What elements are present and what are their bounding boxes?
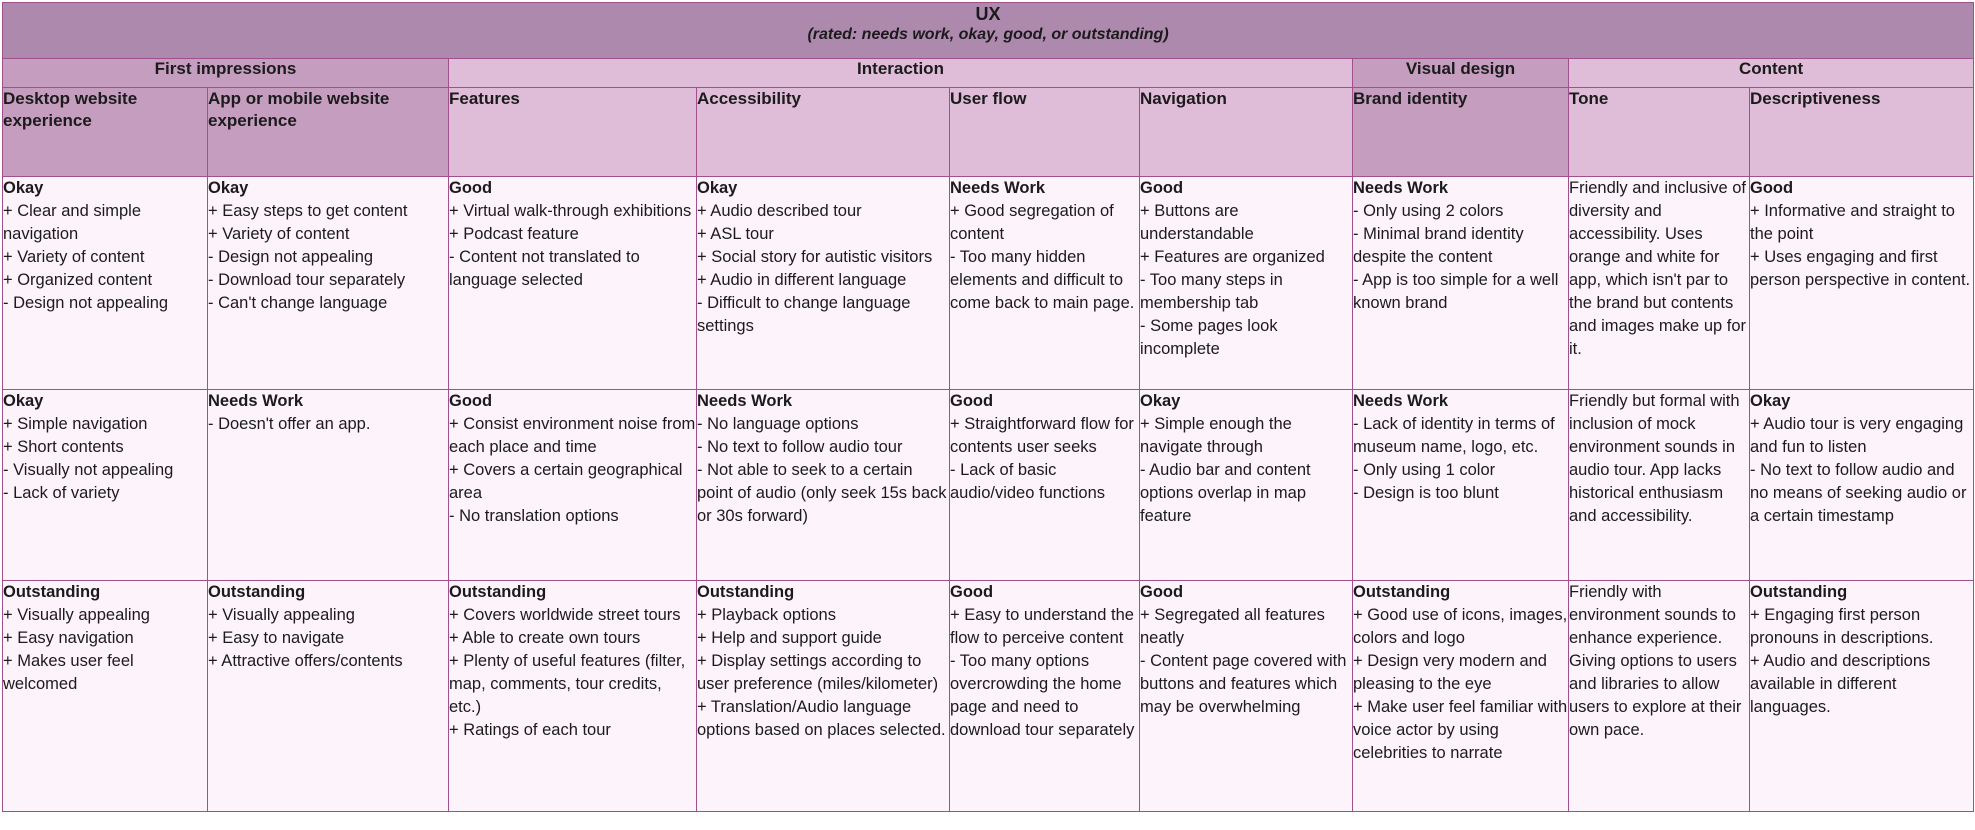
rating-label: Good — [950, 583, 994, 601]
note-line: - No text to follow audio tour — [697, 438, 903, 456]
table-cell — [449, 390, 697, 581]
note-line: + Ratings of each tour — [449, 721, 611, 739]
note-line: - Not able to seek to a certain point of audio (only seek 15s back or 30s forward) — [697, 461, 947, 525]
note-line: + Good segregation of content — [950, 202, 1114, 243]
rating-label: Okay — [1140, 392, 1181, 410]
note-line: + Design very modern and pleasing to the eye — [1353, 652, 1547, 693]
note-line: + Makes user feel welcomed — [3, 652, 134, 693]
note-line: + Audio in different language — [697, 271, 907, 289]
note-line: + Make user feel familiar with voice actor by using celebrities to narrate — [1353, 698, 1568, 762]
note-line: + Playback options — [697, 606, 836, 624]
table-cell — [3, 581, 208, 812]
note-line: + Plenty of useful features (filter, map, comments, tour credits, etc.) — [449, 652, 686, 716]
note-line: + Simple enough the navigate through — [1140, 415, 1292, 456]
table-cell — [950, 177, 1140, 390]
note-line: - Content not translated to language selected — [449, 248, 640, 289]
table-cell — [697, 581, 950, 812]
table-title: UX — [975, 4, 1001, 24]
table-row — [3, 390, 1974, 581]
rating-label: Outstanding — [449, 583, 547, 601]
note-line: + Audio tour is very engaging and fun to listen — [1750, 415, 1964, 456]
column-header: App or mobile website experience — [208, 88, 449, 177]
table-cell — [1140, 390, 1353, 581]
note-line: - Design is too blunt — [1353, 484, 1499, 502]
table-cell — [697, 390, 950, 581]
note-line: + Covers worldwide street tours — [449, 606, 681, 624]
rating-label: Good — [449, 392, 493, 410]
table-cell — [950, 581, 1140, 812]
note-line: - Audio bar and content options overlap in map feature — [1140, 461, 1311, 525]
note-line: - Visually not appealing — [3, 461, 174, 479]
note-line: + ASL tour — [697, 225, 774, 243]
note-line: + Segregated all features neatly — [1140, 606, 1325, 647]
group-visual-design: Visual design — [1353, 59, 1569, 88]
rating-label: Needs Work — [1353, 179, 1449, 197]
note-line: + Informative and straight to the point — [1750, 202, 1955, 243]
note-line: + Buttons are understandable — [1140, 202, 1254, 243]
note-line: - No text to follow audio and no means of seeking audio or a certain timestamp — [1750, 461, 1967, 525]
table-cell — [1750, 581, 1974, 812]
table-cell — [449, 581, 697, 812]
rating-label: Good — [950, 392, 994, 410]
rating-label: Okay — [208, 179, 249, 197]
note-line: + Display settings according to user preference (miles/kilometer) — [697, 652, 939, 693]
note-line: + Variety of content — [208, 225, 350, 243]
table-cell — [3, 390, 208, 581]
note-line: - Too many hidden elements and difficult to come back to main page. — [950, 248, 1135, 312]
note-line: + Help and support guide — [697, 629, 882, 647]
note-line: + Visually appealing — [3, 606, 150, 624]
note-line: - Lack of identity in terms of museum name, logo, etc. — [1353, 415, 1555, 456]
note-line: - Lack of variety — [3, 484, 120, 502]
note-line: + Organized content — [3, 271, 153, 289]
rating-label: Okay — [697, 179, 738, 197]
rating-label: Good — [1140, 583, 1184, 601]
rating-label: Needs Work — [950, 179, 1046, 197]
column-header: Tone — [1569, 88, 1750, 177]
table-cell — [1569, 177, 1750, 390]
note-line: - Content page covered with buttons and features which may be overwhelming — [1140, 652, 1347, 716]
note-line: - Can't change language — [208, 294, 388, 312]
table-title-cell — [3, 3, 1974, 59]
table-subtitle: (rated: needs work, okay, good, or outstanding) — [807, 26, 1169, 43]
table-cell — [1353, 581, 1569, 812]
note-line: + Audio and descriptions available in different languages. — [1750, 652, 1931, 716]
column-header: Navigation — [1140, 88, 1353, 177]
rating-label: Needs Work — [1353, 392, 1449, 410]
column-header: Features — [449, 88, 697, 177]
note-line: + Variety of content — [3, 248, 145, 266]
table-body — [3, 177, 1974, 812]
table-cell — [208, 177, 449, 390]
note-line: + Easy to understand the flow to perceive content — [950, 606, 1134, 647]
rating-label: Outstanding — [1750, 583, 1848, 601]
note-line: - No translation options — [449, 507, 619, 525]
tone-text: Friendly but formal with inclusion of mock environment sounds in audio tour. App lacks historical enthusiasm and accessibility. — [1569, 392, 1740, 525]
note-line: - Only using 2 colors — [1353, 202, 1504, 220]
note-line: - Some pages look incomplete — [1140, 317, 1278, 358]
note-line: + Translation/Audio language options based on places selected. — [697, 698, 946, 739]
note-line: + Able to create own tours — [449, 629, 641, 647]
note-line: + Easy navigation — [3, 629, 134, 647]
note-line: + Podcast feature — [449, 225, 579, 243]
table-cell — [1353, 177, 1569, 390]
rating-label: Outstanding — [208, 583, 306, 601]
group-first-impressions: First impressions — [3, 59, 449, 88]
group-header-row — [3, 59, 1974, 88]
table-cell — [3, 177, 208, 390]
column-header: User flow — [950, 88, 1140, 177]
note-line: - Too many steps in membership tab — [1140, 271, 1283, 312]
note-line: + Engaging first person pronouns in descriptions. — [1750, 606, 1934, 647]
rating-label: Okay — [1750, 392, 1791, 410]
column-header-row — [3, 88, 1974, 177]
title-row — [3, 3, 1974, 59]
note-line: - Too many options overcrowding the home page and need to download tour separately — [950, 652, 1135, 739]
rating-label: Needs Work — [697, 392, 793, 410]
note-line: + Straightforward flow for contents user seeks — [950, 415, 1134, 456]
note-line: + Audio described tour — [697, 202, 862, 220]
note-line: + Uses engaging and first person perspective in content. — [1750, 248, 1971, 289]
note-line: + Visually appealing — [208, 606, 355, 624]
rating-label: Good — [1750, 179, 1794, 197]
note-line: + Easy to navigate — [208, 629, 345, 647]
note-line: + Easy steps to get content — [208, 202, 408, 220]
group-content: Content — [1569, 59, 1974, 88]
rating-label: Okay — [3, 179, 44, 197]
column-header: Desktop website experience — [3, 88, 208, 177]
table-cell — [208, 390, 449, 581]
table-cell — [1569, 390, 1750, 581]
rating-label: Outstanding — [697, 583, 795, 601]
rating-label: Outstanding — [1353, 583, 1451, 601]
table-cell — [1750, 390, 1974, 581]
table-cell — [1140, 581, 1353, 812]
table-row — [3, 581, 1974, 812]
rating-label: Outstanding — [3, 583, 101, 601]
table-cell — [1569, 581, 1750, 812]
tone-text: Friendly and inclusive of diversity and accessibility. Uses orange and white for app, which isn't par to the brand but contents and images make up for it. — [1569, 179, 1747, 358]
note-line: + Virtual walk-through exhibitions — [449, 202, 692, 220]
note-line: + Features are organized — [1140, 248, 1325, 266]
note-line: + Consist environment noise from each place and time — [449, 415, 696, 456]
rating-label: Good — [1140, 179, 1184, 197]
rating-label: Okay — [3, 392, 44, 410]
note-line: - App is too simple for a well known brand — [1353, 271, 1559, 312]
group-interaction: Interaction — [449, 59, 1353, 88]
table-row — [3, 177, 1974, 390]
note-line: + Short contents — [3, 438, 124, 456]
note-line: - Difficult to change language settings — [697, 294, 911, 335]
note-line: + Clear and simple navigation — [3, 202, 142, 243]
note-line: - Minimal brand identity despite the content — [1353, 225, 1524, 266]
table-cell — [1140, 177, 1353, 390]
table-cell — [1353, 390, 1569, 581]
table-cell — [208, 581, 449, 812]
ux-rating-table — [2, 2, 1974, 812]
note-line: - Download tour separately — [208, 271, 406, 289]
column-header: Accessibility — [697, 88, 950, 177]
note-line: + Good use of icons, images, colors and logo — [1353, 606, 1568, 647]
note-line: - Design not appealing — [3, 294, 169, 312]
note-line: + Attractive offers/contents — [208, 652, 403, 670]
note-line: - Design not appealing — [208, 248, 374, 266]
table-cell — [449, 177, 697, 390]
rating-label: Needs Work — [208, 392, 304, 410]
column-header: Descriptiveness — [1750, 88, 1974, 177]
table-cell — [1750, 177, 1974, 390]
tone-text: Friendly with environment sounds to enhance experience. Giving options to users and libraries to allow users to explore at their own pace. — [1569, 583, 1742, 739]
note-line: - Doesn't offer an app. — [208, 415, 371, 433]
note-line: + Social story for autistic visitors — [697, 248, 933, 266]
table-cell — [950, 390, 1140, 581]
note-line: - No language options — [697, 415, 859, 433]
note-line: - Only using 1 color — [1353, 461, 1496, 479]
note-line: - Lack of basic audio/video functions — [950, 461, 1106, 502]
table-cell — [697, 177, 950, 390]
note-line: + Simple navigation — [3, 415, 148, 433]
column-header: Brand identity — [1353, 88, 1569, 177]
rating-label: Good — [449, 179, 493, 197]
note-line: + Covers a certain geographical area — [449, 461, 683, 502]
